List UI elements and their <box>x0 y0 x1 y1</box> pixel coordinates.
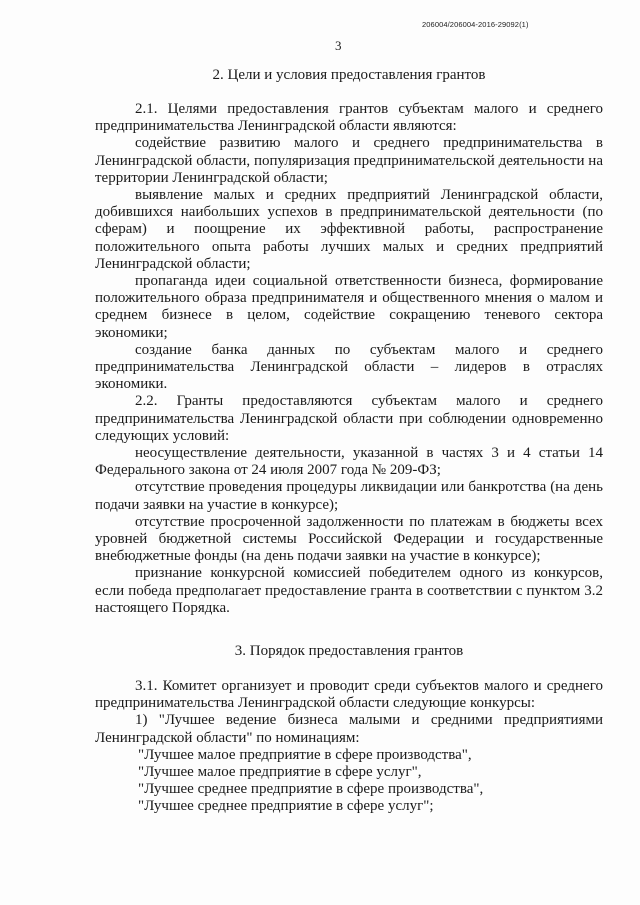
document-code: 206004/206004-2016-29092(1) <box>422 20 529 29</box>
section-3-body <box>95 678 603 816</box>
goal-item-1: содействие развитию малого и среднего предпринимательства в Ленинградской области, популяризация предпринимательской деятельности на территории Ленинградской области; <box>95 135 603 186</box>
condition-item-3: отсутствие просроченной задолженности по платежам в бюджеты всех уровней бюджетной системы Российской Федерации и государственные внебюджетные фонды (на день подачи заявки на участие в конкурсе); <box>95 513 603 565</box>
section-2-heading: 2. Цели и условия предоставления грантов <box>212 67 486 83</box>
nomination-1: "Лучшее малое предприятие в сфере производства", <box>138 746 472 763</box>
condition-item-4: признание конкурсной комиссией победителем одного из конкурсов, если победа предполагает предоставление гранта в соответствии с пунктом 3.2 настоящего Порядка. <box>95 565 603 616</box>
section-2-body <box>95 101 603 617</box>
paragraph-2-1: 2.1. Целями предоставления грантов субъектам малого и среднего предпринимательства Ленинградской области являются: <box>95 101 603 135</box>
condition-item-1: неосуществление деятельности, указанной в частях 3 и 4 статьи 14 Федерального закона от 24 июля 2007 года № 209-ФЗ; <box>95 445 603 479</box>
nomination-4: "Лучшее среднее предприятие в сфере услуг"; <box>138 798 434 815</box>
contest-item-1: 1) "Лучшее ведение бизнеса малыми и средними предприятиями Ленинградской области" по номинациям: <box>95 712 603 746</box>
paragraph-2-2: 2.2. Гранты предоставляются субъектам малого и среднего предпринимательства Ленинградской области при соблюдении одновременно следующих условий: <box>95 393 603 444</box>
goal-item-2: выявление малых и средних предприятий Ленинградской области, добившихся наибольших успехов в предпринимательской деятельности (по сферам) и поощрение их эффективной работы, распространение положительного опыта работы лучших малых и средних предприятий Ленинградской области; <box>95 187 603 272</box>
page-number: 3 <box>335 38 342 53</box>
section-3-heading: 3. Порядок предоставления грантов <box>234 643 464 659</box>
nomination-3: "Лучшее среднее предприятие в сфере производства", <box>138 781 484 798</box>
nomination-2: "Лучшее малое предприятие в сфере услуг", <box>138 764 422 781</box>
goal-item-3: пропаганда идеи социальной ответственности бизнеса, формирование положительного образа предпринимателя и общественного мнения о малом и среднем бизнесе в целом, содействие сокращению теневого сектора экономики; <box>95 273 603 341</box>
paragraph-3-1: 3.1. Комитет организует и проводит среди субъектов малого и среднего предпринимательства Ленинградской области следующие конкурсы: <box>95 678 603 712</box>
condition-item-2: отсутствие проведения процедуры ликвидации или банкротства (на день подачи заявки на участие в конкурсе); <box>95 479 603 513</box>
goal-item-4: создание банка данных по субъектам малого и среднего предпринимательства Ленинградской области – лидеров в отраслях экономики. <box>95 341 603 393</box>
